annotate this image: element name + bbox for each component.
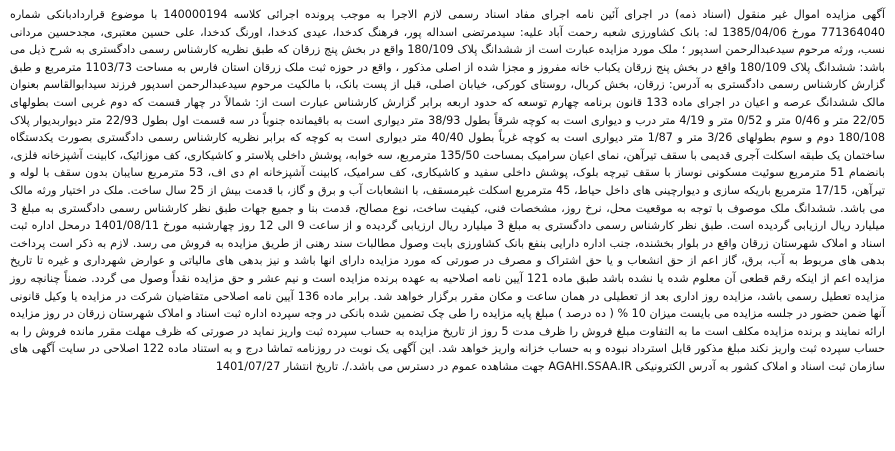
- notice-body-text: آگهی مزایده اموال غیر منقول (اسناد ذمه) در اجرای آئین نامه اجرای مفاد اسناد رسمی لازم الاجرا به موجب پرونده اجرائی کلاسه 140000194 با موضوع قراردادبانکی شماره 771364040 مورخ 1385/04/06 له: بانک کشاورزی شعبه رحمت آباد علیه: سیدمرتضی اسداله پور، فرهنگ کدخدا، عیدی کدخدا، اورنگ کدخدا، علی حسین معتبری، مجدحسین مردانی نسب، ورثه مرحوم سیدعبدالرحمن اسدپور ؛ ملک مورد مزایده عبارت است از ششدانگ پلاک 180/109 واقع در بخش پنج زرقان که طبق نظریه کارشناس رسمی دادگستری به شرح ذیل می باشد: ششدانگ پلاک 180/109 واقع در بخش پنج زرقان یکباب خانه مفروز و مجزا شده از اصلی مذکور ، واقع در حوزه ثبت ملک زرقان استان فارس به مساحت 1103/73 مترمربع و طبق گزارش کارشناس رسمی دادگستری به آدرس: زرقان، بخش کربال، روستای کورکی، خیابان اصلی، قبل از پست بانک، با مالکیت مرحوم سیدعبدالرحمن اسدپور فرزند سیدابوالقاسم بعنوان مالک ششدانگ عرصه و اعیان در اجرای ماده 133 قانون برنامه چهارم توسعه که حدود اربعه برابر گزارش کارشناس عبارت است از: شمالاً در چهار قسمت که دوم غربی است بطولهای 22/05 متر و 0/46 متر و 0/52 متر و 4/19 متر درب و دیواری است به کوچه شرقاً بطول 38/93 متر دیواری است به باقیمانده جنوباً در سه قسمت اول بطول 22/93 متر دیواربدیوار پلاک 180/108 دوم و سوم بطولهای 3/26 متر و 1/87 متر دیواری است به کوچه غرباً بطول 40/40 متر دیواری است به کوچه که برابر نظریه کارشناس رسمی دادگستری بصورت یکدستگاه ساختمان یک طبقه اسکلت آجری قدیمی با سقف تیرآهن، نمای اعیان سرامیک بمساحت 135/50 مترمربع، سه خوابه، پوشش داخلی پلاستر و کاشیکاری، کف موزائیک، کابینت آشپزخانه فلزی، بانضمام 51 مترمربع سوئیت مسکونی نوساز با سقف تیرچه بلوک، پوشش داخلی سفید و کاشیکاری، کف سرامیک، کابینت آشپزخانه ام دی اف، 53 مترمربع سایبان بدون سقف با لوله و تیرآهن، 17/15 مترمربع باریکه سازی و دیوارچینی های داخل حیاط، 45 مترمربع اسکلت غیرمسقف، با انشعابات آب و برق و گاز، با قدمت بیش از 25 سال ساخت. ملک در اختیار ورثه مالک می باشد. ششدانگ ملک موصوف با توجه به موقعیت محل، نرخ روز، مشخصات فنی، کیفیت ساخت، نوع مصالح، قدمت بنا و جمیع جهات طبق نظر کارشناس رسمی دادگستری به مبلغ 3 میلیارد ریال ارزیابی گردیده است. طبق نظر کارشناس رسمی دادگستری به مبلغ 3 میلیارد ریال ارزیابی گردیده و از ساعت 9 الی 12 روز چهارشنبه مورخ 1401/08/11 درمحل اداره ثبت اسناد و املاک شهرستان زرقان واقع در بلوار بخشنده، جنب اداره دارایی بنفع بانک کشاورزی بابت وصول مطالبات سند رهنی از طریق مزایده به فروش می رسد. لازم به ذکر است پرداخت بدهی های مربوط به آب، برق، گاز اعم از حق انشعاب و یا حق اشتراک و مصرف در صورتی که مورد مزایده دارای انها باشد و نیز بدهی های مالیاتی و عوارض شهرداری و غیره تا تاریخ مزایده اعم از اینکه رقم قطعی آن معلوم شده یا نشده باشد طبق ماده 121 آیین نامه اصلاحیه به عهده برنده مزایده است و نیم عشر و حق مزایده نقداً وصول می گردد. ضمناً چنانچه روز مزایده تعطیل رسمی باشد، مزایده روز اداری بعد از تعطیلی در همان ساعت و مکان مقرر برگزار خواهد شد. برابر ماده 136 آیین نامه اصلاحی متقاضیان شرکت در مزایده یا وکیل قانونی آنها ضمن حضور در جلسه مزایده می بایست میزان 10 % ( ده درصد ) مبلغ پایه مزایده را طی چک تضمین شده بانکی در وجه سپرده اداره ثبت اسناد و املاک شهرستان زرقان در روز مزایده ارائه نمایند و برنده مزایده مکلف است ما به التفاوت مبلغ فروش را ظرف مدت 5 روز از تاریخ مزایده به حساب سپرده ثبت واریز نماید در صورتی که ظرف مهلت مقرر مانده فروش را به حساب سپرده ثبت واریز نکند مبلغ مذکور قابل استرداد نبوده و به حساب خزانه واریز خواهد شد. این آگهی یک نوبت در روزنامه تماشا درج و به استناد ماده 122 اصلاحی در سایت آگهی های سازمان ثبت اسناد و املاک کشور به آدرس الکترونیکی AGAHI.SSAA.IR جهت مشاهده عموم در دسترس می باشد./. تاریخ انتشار 1401/07/27: [10, 8, 886, 373]
